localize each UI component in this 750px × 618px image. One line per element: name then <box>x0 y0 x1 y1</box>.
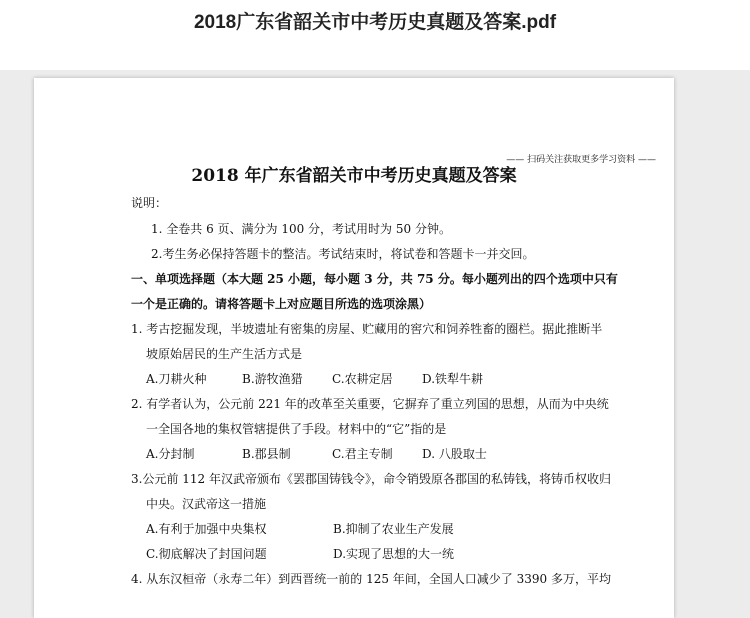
answer-option: C.彻底解决了封国问题 <box>146 547 267 561</box>
instruction-line: 2.考生务必保持答题卡的整洁。考试结束时，将试卷和答题卡一并交回。 <box>151 247 535 261</box>
answer-option: C.君主专制 <box>332 447 393 461</box>
section-heading: 一、单项选择题（本大题 25 小题，每小题 3 分，共 75 分。每小题列出的四个选项中只有 <box>131 272 618 286</box>
answer-option: B.郡县制 <box>242 447 291 461</box>
question-text: 一全国各地的集权管辖提供了手段。材料中的“它”指的是 <box>146 422 447 436</box>
title-bar <box>0 0 750 70</box>
question-text: 中央。汉武帝这一措施 <box>146 497 267 511</box>
intro-label: 说明： <box>131 196 168 210</box>
answer-option: B.抑制了农业生产发展 <box>333 522 454 536</box>
question-text: 坡原始居民的生产生活方式是 <box>146 347 303 361</box>
promo-text: —— 扫码关注获取更多学习资料 —— <box>506 155 656 165</box>
question-text: 4. 从东汉桓帝（永寿二年）到西晋统一前的 125 年间，全国人口减少了 3390 多万，平均 <box>131 572 611 586</box>
question-text: 2. 有学者认为，公元前 221 年的改革至关重要，它摒弃了重立列国的思想，从而为中央统 <box>131 397 609 411</box>
answer-option: C.农耕定居 <box>332 372 393 386</box>
page-heading: 2018 年广东省韶关市中考历史真题及答案 <box>191 166 517 186</box>
answer-option: D.铁犁牛耕 <box>422 372 484 386</box>
answer-option: A.分封制 <box>146 447 195 461</box>
instruction-line: 1. 全卷共 6 页、满分为 100 分，考试用时为 50 分钟。 <box>151 222 451 236</box>
answer-option: D. 八股取士 <box>422 447 487 461</box>
section-heading: 一个是正确的。请将答题卡上对应题目所选的选项涂黑） <box>131 297 432 311</box>
answer-option: A.有利于加强中央集权 <box>146 522 267 536</box>
answer-option: D.实现了思想的大一统 <box>333 547 455 561</box>
question-text: 1. 考古挖掘发现，半坡遗址有密集的房屋、贮藏用的窖穴和饲养牲畜的圈栏。据此推断半 <box>131 322 603 336</box>
document-title: 2018广东省韶关市中考历史真题及答案.pdf <box>193 11 557 33</box>
answer-option: A.刀耕火种 <box>146 372 207 386</box>
answer-option: B.游牧渔猎 <box>242 372 303 386</box>
pdf-page <box>34 78 674 618</box>
question-text: 3.公元前 112 年汉武帝颁布《罢郡国铸钱令》，命令销毁原各郡国的私铸钱，将铸币权收归 <box>131 472 611 486</box>
